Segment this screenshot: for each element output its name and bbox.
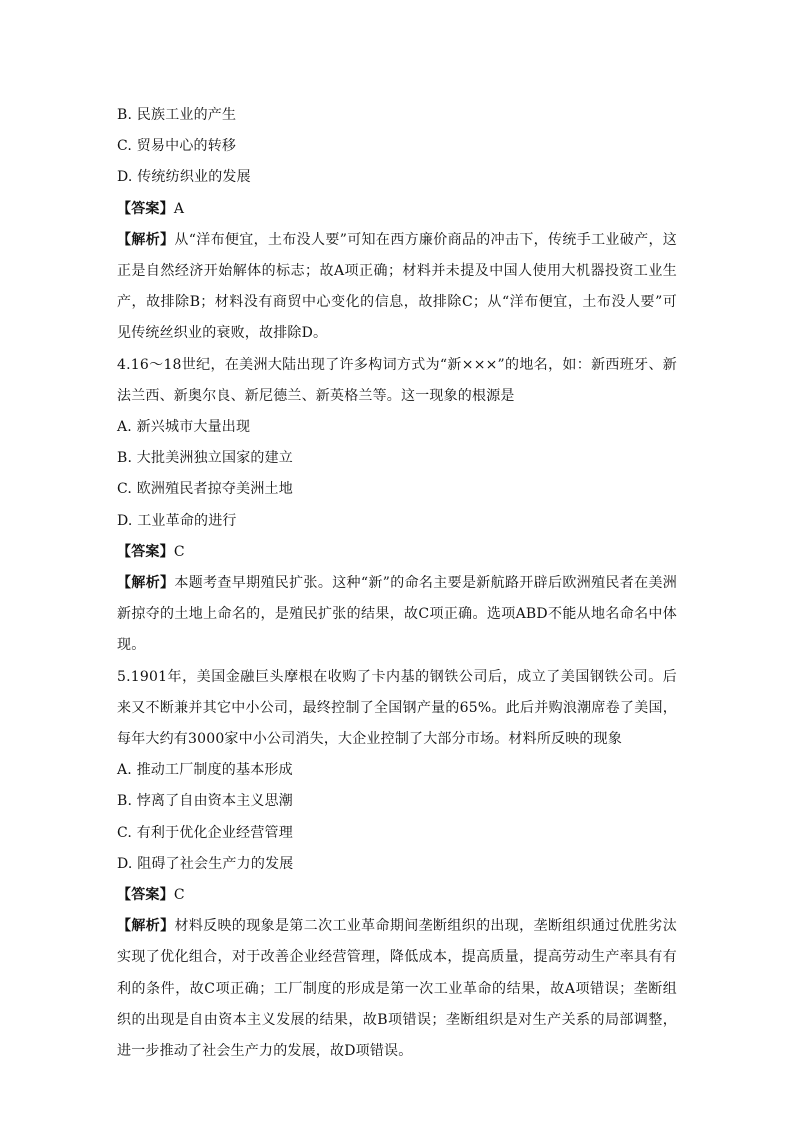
q5-answer xyxy=(117,880,677,911)
q4-answer xyxy=(117,537,677,568)
q5-stem: 5.1901年，美国金融巨头摩根在收购了卡内基的钢铁公司后，成立了美国钢铁公司。后来又不断兼并其它中小公司，最终控制了全国钢产量的65%。此后并购浪潮席卷了美国，每年大约有3000家中小公司消失，大企业控制了大部分市场。材料所反映的现象 xyxy=(117,668,677,748)
q5-analysis-text: 材料反映的现象是第二次工业革命期间垄断组织的出现，垄断组织通过优胜劣汰实现了优化组合，对于改善企业经营管理，降低成本，提高质量，提高劳动生产率具有有利的条件，故C项正确；工厂制度的形成是第一次工业革命的结果，故A项错误；垄断组织的出现是自由资本主义发展的结果，故B项错误；垄断组织是对生产关系的局部调整，进一步推动了社会生产力的发展，故D项错误。 xyxy=(117,918,677,1060)
q3-analysis-tag: 【解析】 xyxy=(117,231,175,248)
q5-answer-tag: 【答案】 xyxy=(117,887,174,904)
q5-option-d: D. 阻碍了社会生产力的发展 xyxy=(117,855,294,872)
q5-option-c: C. 有利于优化企业经营管理 xyxy=(117,824,293,841)
q3-answer-tag: 【答案】 xyxy=(117,200,174,217)
q5-option-b: B. 悖离了自由资本主义思潮 xyxy=(117,793,293,810)
q4-answer-value: C xyxy=(173,543,185,560)
q3-answer xyxy=(117,194,677,225)
q3-option-b: B. 民族工业的产生 xyxy=(117,107,237,123)
q3-option-c: C. 贸易中心的转移 xyxy=(117,138,237,155)
q4-option-c: C. 欧洲殖民者掠夺美洲土地 xyxy=(117,481,293,498)
q3-answer-value: A xyxy=(173,200,185,217)
q5-analysis-tag: 【解析】 xyxy=(117,918,175,935)
q5-option-a: A. 推动工厂制度的基本形成 xyxy=(117,762,293,779)
q4-option-b: B. 大批美洲独立国家的建立 xyxy=(117,450,293,467)
q4-answer-tag: 【答案】 xyxy=(117,543,174,560)
q3-analysis xyxy=(117,225,677,350)
q4-analysis-text: 本题考查早期殖民扩张。这种“新”的命名主要是新航路开辟后欧洲殖民者在美洲新掠夺的土地上命名的，是殖民扩张的结果，故C项正确。选项ABD不能从地名命名中体现。 xyxy=(117,575,677,654)
q5-answer-value: C xyxy=(173,887,185,904)
q3-analysis-text: 从“洋布便宜，土布没人要”可知在西方廉价商品的冲击下，传统手工业破产，这正是自然经济开始解体的标志；故A项正确；材料并未提及中国人使用大机器投资工业生产，故排除B；材料没有商贸中心变化的信息，故排除C；从“洋布便宜，土布没人要”可见传统丝织业的衰败，故排除D。 xyxy=(117,231,677,342)
q4-option-d: D. 工业革命的进行 xyxy=(117,512,237,529)
q3-option-d: D. 传统纺织业的发展 xyxy=(117,169,251,186)
q4-stem: 4.16～18世纪，在美洲大陆出现了许多构词方式为“新×××”的地名，如：新西班牙、新法兰西、新奥尔良、新尼德兰、新英格兰等。这一现象的根源是 xyxy=(117,356,677,404)
q4-analysis xyxy=(117,568,677,662)
q5-analysis xyxy=(117,911,677,1067)
q4-option-a: A. 新兴城市大量出现 xyxy=(117,419,251,436)
document-page xyxy=(117,100,677,1067)
q4-analysis-tag: 【解析】 xyxy=(117,575,175,592)
